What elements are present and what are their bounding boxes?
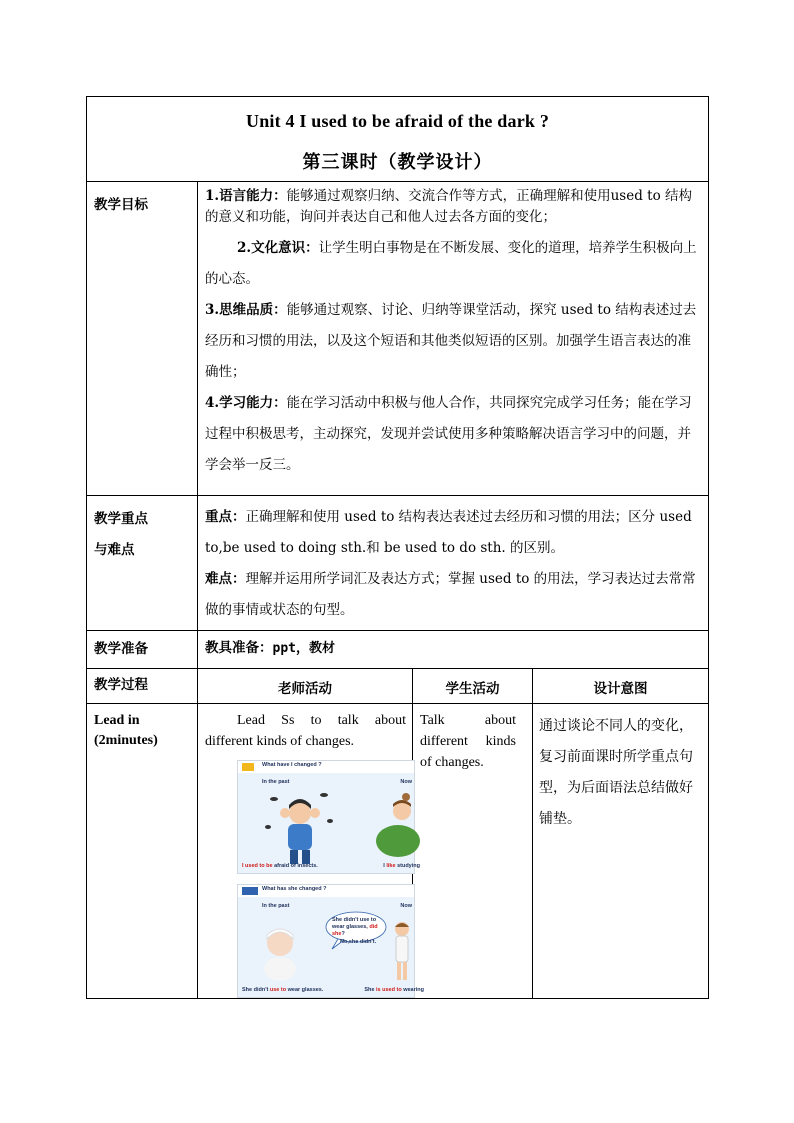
keypoints-content xyxy=(198,496,709,631)
bubble-did-she: did she xyxy=(332,924,378,937)
teacher-activity-header: 老师活动 xyxy=(198,669,413,704)
objective-3-text: 能够通过观察、讨论、归纳等课堂活动，探究 used to 结构表述过去经历和习惯的用法，以及这个短语和其他类似短语的区别。加强学生语言表达的准确性； xyxy=(205,302,697,380)
objective-3 xyxy=(205,295,700,388)
caption2-rest: studying xyxy=(395,863,420,869)
objective-1-head: 1.语言能力： xyxy=(205,188,287,204)
objective-2 xyxy=(205,233,700,295)
preparation-row xyxy=(87,631,709,669)
objective-4-head: 4.学习能力： xyxy=(205,395,287,411)
caption-she-didnt: She didn't xyxy=(242,987,270,993)
lead-in-student-activity xyxy=(413,704,533,999)
bubble-line2: glasses, xyxy=(346,924,370,930)
slide-what-have-i-changed xyxy=(237,760,420,874)
bubble-answer: No,she didn't. xyxy=(340,939,377,945)
lesson-plan-document xyxy=(86,96,708,999)
slide-caption-past xyxy=(242,863,318,869)
unit-title: Unit 4 I used to be afraid of the dark ? xyxy=(246,111,550,131)
title-cell xyxy=(87,97,709,182)
slide-caption-now xyxy=(383,863,420,869)
lead-in-duration: (2minutes) xyxy=(94,733,158,748)
lead-in-row xyxy=(87,704,709,999)
difficulty-text: 理解并运用所学词汇及表达方式；掌握 used to 的用法，学习表达过去常常做的事情或状态的句型。 xyxy=(205,571,696,618)
bubble-question-mark: ? xyxy=(341,931,345,937)
objectives-content xyxy=(198,182,709,496)
caption2-i: I xyxy=(383,863,387,869)
keypoints-label-line2: 与难点 xyxy=(94,542,135,558)
objective-1-text: 能够通过观察归纳、交流合作等方式，正确理解和使用used to 结构的意义和功能，询问并表达自己和他人过去各方面的变化； xyxy=(205,188,692,225)
objective-4 xyxy=(205,388,700,481)
preparation-text: ppt，教材 xyxy=(272,641,335,656)
caption-used-to: I used to be xyxy=(242,863,273,869)
teacher-activity-text: Lead Ss to talk about different kinds of changes. xyxy=(205,713,406,749)
lead-in-design-intent: 通过谈论不同人的变化，复习前面课时所学重点句型，为后面语法总结做好铺垫。 xyxy=(533,704,709,999)
keypoints-row xyxy=(87,496,709,631)
lead-in-label xyxy=(87,704,198,999)
title-row xyxy=(87,97,709,182)
slide-heading: What has she changed ? xyxy=(262,886,327,892)
objectives-label: 教学目标 xyxy=(87,182,198,496)
keypoints-label xyxy=(87,496,198,631)
caption-use-to: use to xyxy=(269,987,287,993)
process-header-row xyxy=(87,669,709,704)
bubble-question xyxy=(332,917,382,938)
slide-caption-now xyxy=(364,987,424,993)
objective-2-text: 让学生明白事物是在不断发展、变化的道理，培养学生积极向上的心态。 xyxy=(205,240,697,287)
objectives-row xyxy=(87,182,709,496)
boy-afraid-illustration xyxy=(238,761,414,873)
slide-caption-past xyxy=(242,987,323,993)
baby-and-girl-illustration xyxy=(238,885,414,997)
preparation-content xyxy=(198,631,709,669)
student-activity-header: 学生活动 xyxy=(413,669,533,704)
lesson-subtitle: 第三课时（教学设计） xyxy=(302,152,493,173)
objective-2-head: 2.文化意识： xyxy=(237,240,319,256)
caption-wear-glasses: wear glasses. xyxy=(286,987,324,993)
slide-past-label: In the past xyxy=(262,779,290,785)
difficulty-paragraph xyxy=(205,564,700,626)
objective-4-text: 能在学习活动中积极与他人合作，共同探究完成学习任务；能在学习过程中积极思考，主动探究，发现并尝试使用多种策略解决语言学习中的问题，并学会举一反三。 xyxy=(205,395,692,473)
caption2-she: She xyxy=(364,987,377,993)
lead-in-teacher-activity xyxy=(198,704,424,999)
preparation-head: 教具准备： xyxy=(205,640,273,656)
slide-heading: What have I changed ? xyxy=(262,762,322,768)
bubble-line1: She didn't use to wear xyxy=(332,917,377,930)
slide-now-label: Now xyxy=(400,779,412,785)
student-activity-text: Talk about different kinds of changes. xyxy=(420,713,516,770)
slide-what-has-she-changed xyxy=(237,884,424,998)
focus-paragraph xyxy=(205,502,700,564)
caption-rest: afraid of insects. xyxy=(272,863,318,869)
objective-3-head: 3.思维品质： xyxy=(205,302,287,318)
process-label: 教学过程 xyxy=(87,669,198,704)
caption2-like: like xyxy=(386,863,396,869)
caption2-is-used-to: is used to xyxy=(376,987,402,993)
preparation-label: 教学准备 xyxy=(87,631,198,669)
objective-1 xyxy=(205,184,700,228)
difficulty-head: 难点： xyxy=(205,571,246,587)
keypoints-label-line1: 教学重点 xyxy=(94,511,148,527)
slide-now-label: Now xyxy=(400,903,412,909)
focus-text: 正确理解和使用 used to 结构表达表述过去经历和习惯的用法；区分 used to,be used to doing sth.和 be used to do sth. 的区别。 xyxy=(205,509,692,556)
design-intent-header: 设计意图 xyxy=(533,669,709,704)
focus-head: 重点： xyxy=(205,509,246,525)
lead-in-label-line1: Lead in xyxy=(94,713,140,728)
lesson-plan-table xyxy=(86,96,709,999)
caption2-wearing: wearing xyxy=(401,987,424,993)
slide-past-label: In the past xyxy=(262,903,290,909)
